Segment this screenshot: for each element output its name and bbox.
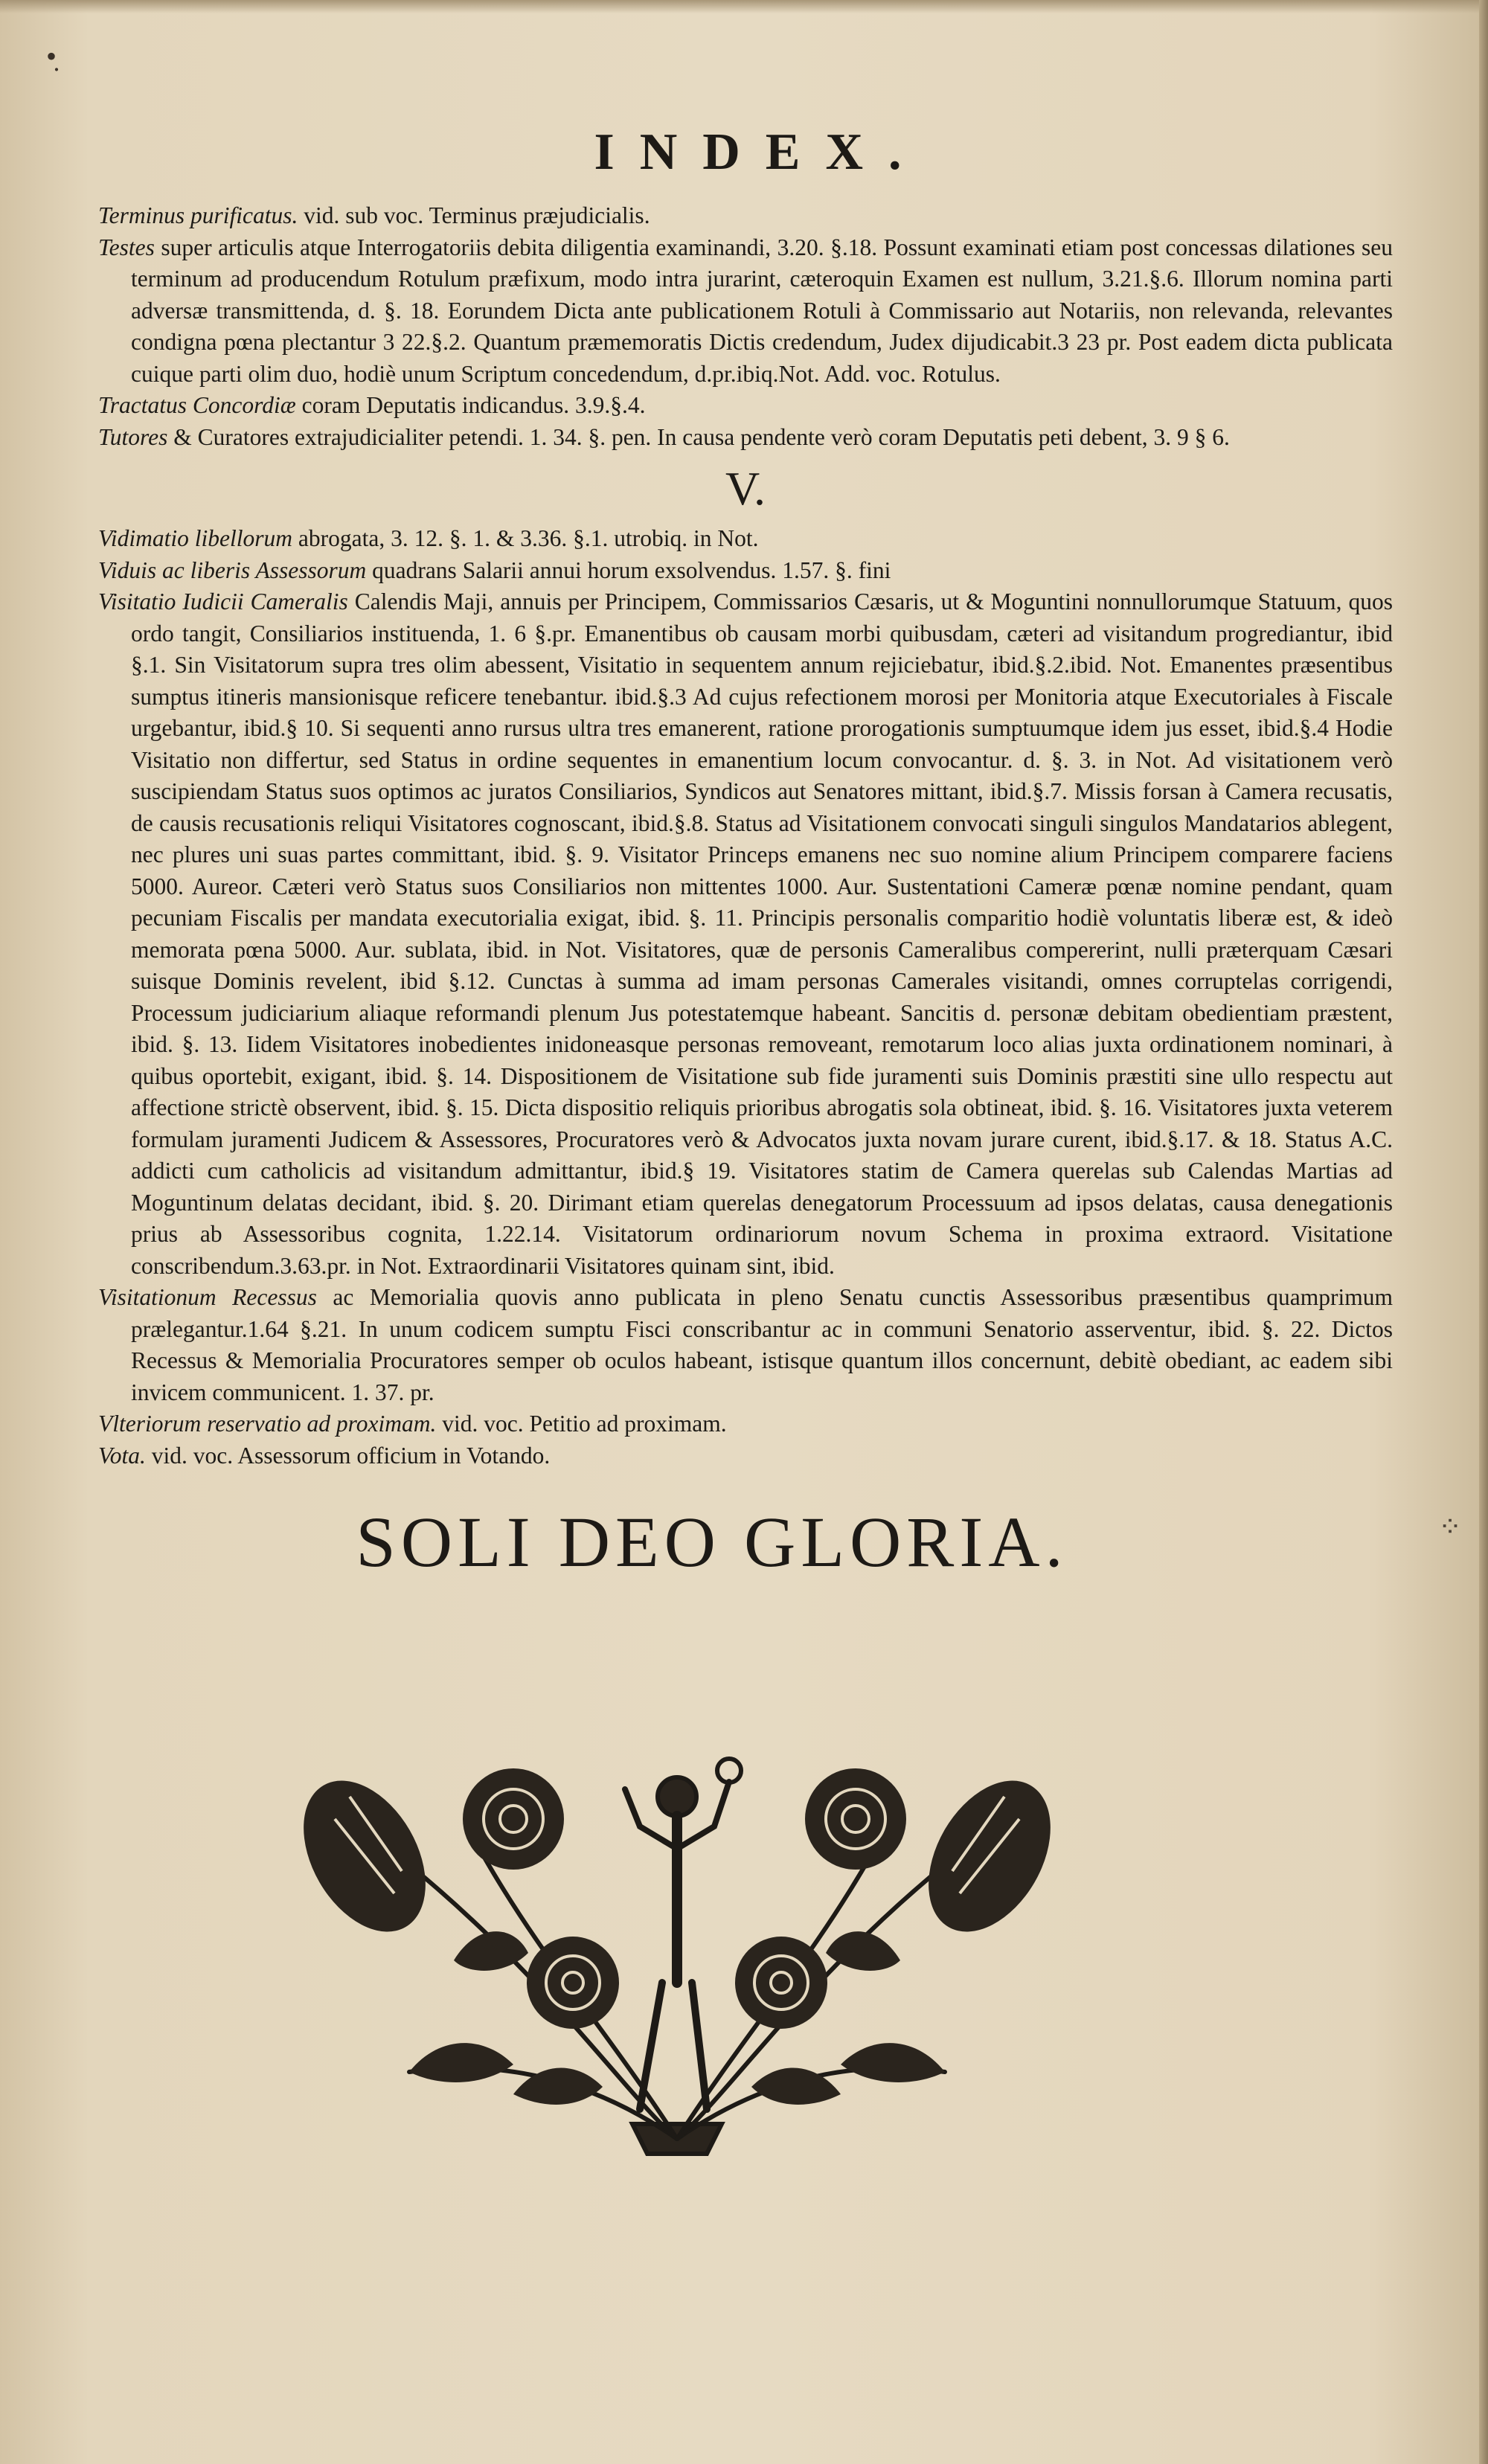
- entry-term: Terminus purificatus.: [98, 202, 298, 228]
- entry-text: Calendis Maji, annuis per Principem, Commissarios Cæsaris, ut & Moguntini nonnullorumque Statuum, quos ordo tangit, Consiliarios instituenda, 1. 6 §.pr. Emanentibus ob causam morbi quibusdam, cæteri ad visitandum progrediantur, ibid §.1. Sin Visitatorum supra tres olim abessent, Visitatio in sequentem annum rejiciebatur, ibid.§.2.ibid. Not. Emanentes præsentibus sumptus itineris mansionisque reficere tenebantur. ibid.§.3 Ad cujus refectionem morosi per Monitoria atque Executoriales à Fiscale urgebantur, ibid.§ 10. Si sequenti anno rursus ultra tres emanerent, ratione prorogationis sumptuumque idem jus esset, ibid.§.4 Hodie Visitatio non differtur, sed Status in ordine sequentes in emanentium locum convocantur. d. §. 3. in Not. Ad visitationem verò suscipiendam Status suos optimos ac juratos Consiliarios, Syndicos aut Senatores mittant, ibid.§.7. Missis forsan à Camera recusatis, de causis recusationis reliqui Visitatores cognoscant, ibid.§.8. Status ad Visitationem convocati singuli singulos Mandatarios ablegent, nec plures uni suas partes committant, ibid. §. 9. Visitator Princeps emanens nec suo nomine alium Principem comparere faciens 5000. Aureor. Cæteri verò Status suos Consiliarios non mittentes 1000. Aur. Sustentationi Cameræ pœnæ nomine pendant, quam pecuniam Fiscalis per mandata executorialia exigat, ibid. §. 11. Principis personalis comparitio hodiè voluntatis liberæ est, & ideò memorata pœna 5000. Aur. sublata, ibid. in Not. Visitatores, quæ de personis Cameralibus compererint, nulli præterquam Cæsari suisque Dominis revelent, ibid §.12. Cunctas à summa ad imam personas Camerales visitandi, omnes corruptelas corrigendi, Processum judiciarium aliaque reformandi plenum Jus potestatemque habeant. Sancitis d. personæ debitam obedientiam præstent, ibid. §. 13. Iidem Visitatores inobedientes inidoneasque personas removeant, remotarum loco alias juxta ordinationem nominari, à quibus oportebit, exigant, ibid. §. 14. Dispositionem de Visitatione sub fide juramenti suis Dominis præstiti sine ullo respectu aut affectione strictè observent, ibid. §. 15. Dicta dispositio reliquis prioribus abrogatis sola obtineat, ibid. §. 16. Visitatores juxta veterem formulam juramenti Judicem & Assessores, Procuratores verò & Advocatos juxta novam jurare curent, ibid.§.17. & 18. Status A.C. addicti cum catholicis ad visitandum admittantur, ibid.§ 19. Visitatores statim de Camera querelas sub Calendas Martias ad Moguntinum delatas decidant, ibid. §. 20. Dirimant etiam querelas denegatorum Processuum ad ipsos delatas, causa denegationis prius ab Assessoribus cognita, 1.22.14. Visitatorum ordinariorum novum Schema in proxima extraord. Visitatione conscribendum.3.63.pr. in Not. Extraordinarii Visitatores quinam sint, ibid.: [131, 588, 1393, 1279]
- entry-term: Viduis ac liberis Assessorum: [98, 556, 367, 583]
- index-entry: [98, 1440, 1393, 1472]
- entry-text: vid. voc. Assessorum officium in Votando.: [145, 1442, 551, 1469]
- entry-term: Visitatio Iudicii Cameralis: [98, 588, 348, 615]
- finis-line: SOLI DEO GLORIA.: [356, 1502, 1068, 1582]
- index-entry: [98, 555, 1393, 587]
- page-right-edge: [1479, 0, 1488, 2464]
- page-top-edge: [0, 0, 1488, 13]
- entry-text: coram Deputatis indicandus. 3.9.§.4.: [295, 392, 646, 418]
- entry-term: Tutores: [98, 423, 168, 450]
- entry-term: Vidimatio libellorum: [98, 525, 293, 551]
- entry-text: & Curatores extrajudicialiter petendi. 1. 34. §. pen. In causa pendente verò coram Deputatis peti debent, 3. 9 § 6.: [167, 423, 1230, 450]
- index-entry: [98, 1408, 1393, 1440]
- section-letter-v: V.: [725, 462, 766, 515]
- section-v: [98, 523, 1393, 1472]
- page-content: [98, 123, 1393, 1583]
- index-entry: [98, 390, 1393, 422]
- entry-term: Vota.: [98, 1442, 146, 1469]
- floral-woodcut-ornament-icon: [290, 1737, 1064, 2161]
- marginal-speck: ⁘: [1438, 1512, 1462, 1543]
- section-t: [98, 200, 1393, 453]
- entry-term: Visitationum Recessus: [98, 1284, 317, 1310]
- entry-text: super articulis atque Interrogatoriis debita diligentia examinandi, 3.20. §.18. Possunt examinati etiam post concessas dilationes seu terminum ad producendum Rotulum præfixum, modo intra jurarint, cæteroquin Examen est nullum, 3.21.§.6. Illorum nomina parti adversæ transmittenda, d. §. 18. Eorundem Dicta ante publicationem Rotuli à Commissario aut Notariis, non relevanda, relevantes condigna pœna plectantur 3 22.§.2. Quantum præmemoratis Dictis credendum, Judex dijudicabit.3 23 pr. Post eadem dicta publicata cuique parti olim duo, hodiè unum Scriptum concedendum, d.pr.ibiq.Not. Add. voc. Rotulus.: [131, 234, 1393, 387]
- entry-text: vid. sub voc. Terminus præjudicialis.: [298, 202, 650, 228]
- entry-term: Testes: [98, 234, 155, 260]
- index-entry: [98, 422, 1393, 454]
- entry-text: ac Memorialia quovis anno publicata in pleno Senatu cunctis Assessoribus præsentibus quamprimum prælegantur.1.64 §.21. In unum codicem sumptu Fisci conscribantur ac in communi Senatorio asserventur, ibid. §. 22. Dictos Recessus & Memorialia Procuratores semper ob oculos habeant, istisque quantum illos concernunt, debitè obediant, ac eadem sibi invicem communicent. 1. 37. pr.: [131, 1284, 1393, 1405]
- entry-text: abrogata, 3. 12. §. 1. & 3.36. §.1. utrobiq. in Not.: [292, 525, 759, 551]
- index-entry: [98, 586, 1393, 1282]
- entry-text: quadrans Salarii annui horum exsolvendus. 1.57. §. fini: [366, 556, 891, 583]
- index-entry: [98, 1282, 1393, 1408]
- index-heading: INDEX.: [594, 123, 927, 181]
- index-entry: [98, 200, 1393, 232]
- index-entry: [98, 523, 1393, 555]
- entry-term: Vlteriorum reservatio ad proximam.: [98, 1411, 437, 1437]
- index-entry: [98, 232, 1393, 391]
- entry-term: Tractatus Concordiæ: [98, 392, 296, 418]
- ink-blot-mark: •̣: [46, 39, 57, 73]
- entry-text: vid. voc. Petitio ad proximam.: [436, 1411, 727, 1437]
